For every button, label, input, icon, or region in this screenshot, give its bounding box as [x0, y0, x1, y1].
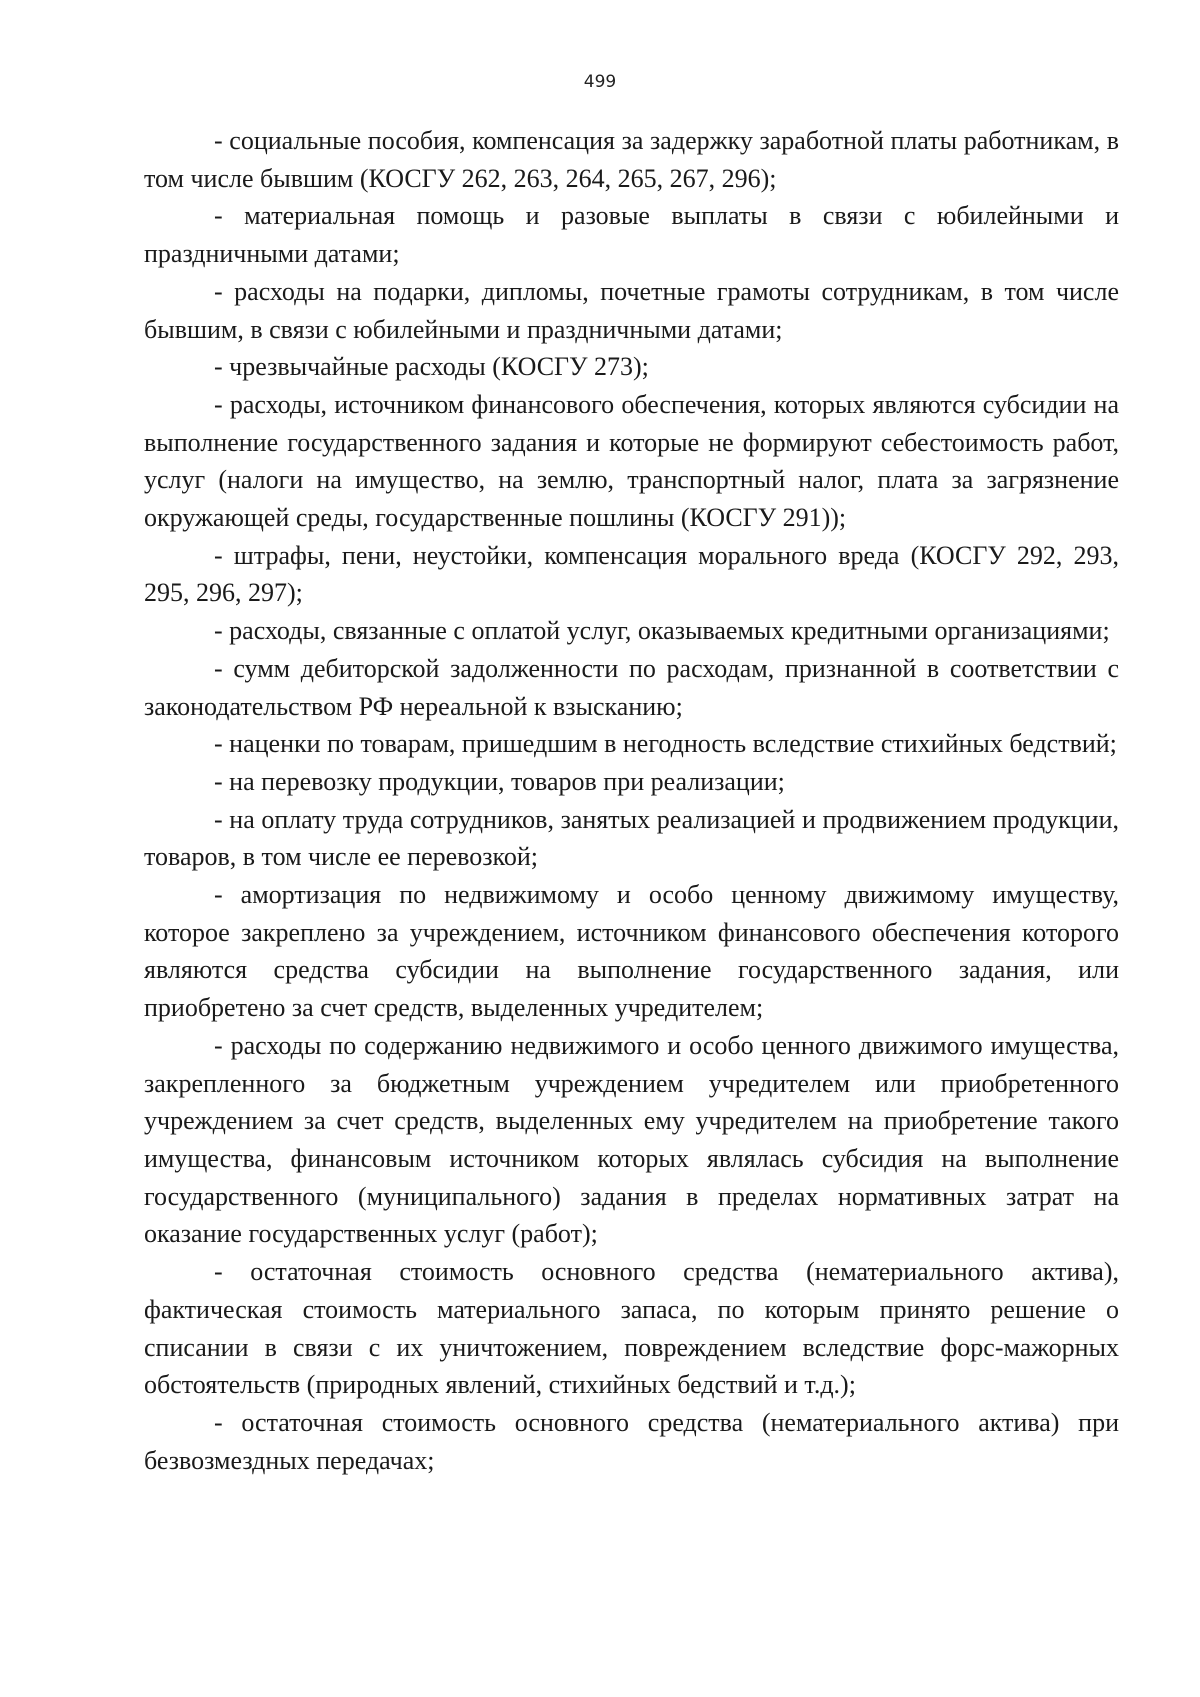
- paragraph: - амортизация по недвижимому и особо ценному движимому имуществу, которое закреплено за учреждением, источником финансового обеспечения которого являются средства субсидии на выполнение государственного задания, или приобретено за счет средств, выделенных учредителем;: [144, 880, 1119, 1023]
- paragraph: - штрафы, пени, неустойки, компенсация морального вреда (КОСГУ 292, 293, 295, 296, 297);: [144, 540, 1119, 608]
- paragraph: - социальные пособия, компенсация за задержку заработной платы работникам, в том числе бывшим (КОСГУ 262, 263, 264, 265, 267, 296);: [144, 126, 1119, 193]
- document-body: [144, 122, 1119, 1479]
- paragraph: - на оплату труда сотрудников, занятых реализацией и продвижением продукции, товаров, в том числе ее перевозкой;: [144, 804, 1119, 872]
- paragraph: - материальная помощь и разовые выплаты в связи с юбилейными и праздничными датами;: [144, 201, 1119, 269]
- paragraph: - расходы, источником финансового обеспечения, которых являются субсидии на выполнение государственного задания и которые не формируют себестоимость работ, услуг (налоги на имущество, на землю, транспортный налог, плата за загрязнение окружающей среды, государственные пошлины (КОСГУ 291));: [144, 389, 1119, 533]
- page-number: 499: [583, 72, 617, 92]
- paragraph: - расходы на подарки, дипломы, почетные грамоты сотрудникам, в том числе бывшим, в связи с юбилейными и праздничными датами;: [144, 276, 1119, 344]
- paragraph: - расходы по содержанию недвижимого и особо ценного движимого имущества, закрепленного за бюджетным учреждением учредителем или приобретенного учреждением за счет средств, выделенных ему учредителем на приобретение такого имущества, финансовым источником которых являлась субсидия на выполнение государственного (муниципального) задания в пределах нормативных затрат на оказание государственных услуг (работ);: [144, 1030, 1119, 1249]
- paragraph: - на перевозку продукции, товаров при реализации;: [214, 766, 785, 796]
- paragraph: - сумм дебиторской задолженности по расходам, признанной в соответствии с законодательством РФ нереальной к взысканию;: [144, 653, 1119, 721]
- paragraph: - остаточная стоимость основного средства (нематериального актива) при безвозмездных передачах;: [144, 1407, 1119, 1475]
- paragraph: - расходы, связанные с оплатой услуг, оказываемых кредитными организациями;: [214, 616, 1110, 646]
- paragraph: - чрезвычайные расходы (КОСГУ 273);: [214, 352, 649, 382]
- paragraph: - остаточная стоимость основного средства (нематериального актива), фактическая стоимость материального запаса, по которым принято решение о списании в связи с их уничтожением, повреждением вследствие форс-мажорных обстоятельств (природных явлений, стихийных бедствий и т.д.);: [144, 1257, 1119, 1400]
- paragraph: - наценки по товарам, пришедшим в негодность вследствие стихийных бедствий;: [214, 729, 1117, 759]
